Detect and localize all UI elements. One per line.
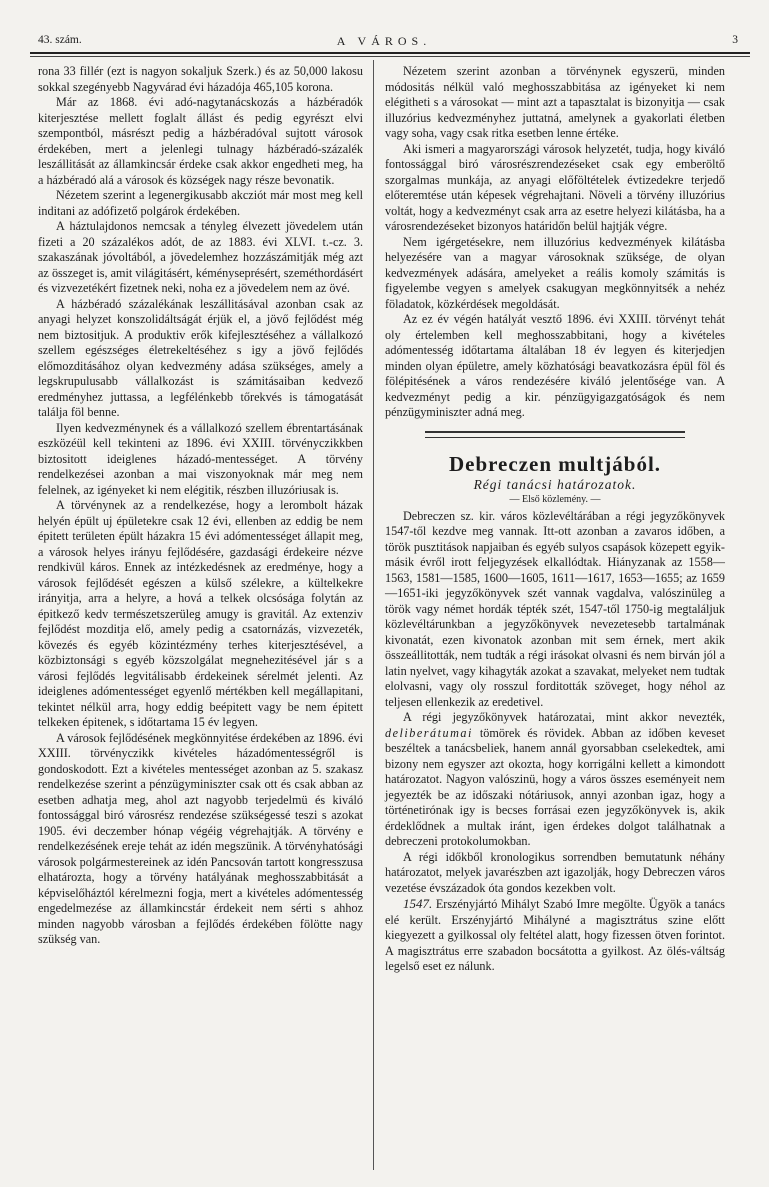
paragraph: Nézetem szerint azonban a törvénynek egyszerü, minden módositás nélkül való meghosszabbitása az igényeket ki nem elégitheti s a városokat — mint azt a tapasztalat is bizonyitja — csak illuzórius kedvezményhez juttatná, amelynek a gyakorlati életben vagy soha, vagy csak ritka esetben lenne értéke. (385, 64, 725, 140)
paragraph: Ilyen kedvezménynek és a vállalkozó szellem ébrentartásának eszközéül kell tekinteni az 1896. évi XXIII. törvényczikkben biztositott ideiglenes házadó-mentességet. A törvény rendelkezései azonban a mai viszonyoknak már meg nem felelnek, az igényeket ki nem elégitik, részben illuzóriusak is. (38, 420, 363, 497)
section-rule-thin (425, 437, 685, 438)
emphasized-term: deliberátumai (385, 725, 473, 740)
text-run: tömörek és rövidek. Abban az időben keveset beszéltek a tanácsbeliek, hanem annál gyorsabban cselekedtek, ami bizony nem egyszer azt okozta, hogy korrigálni kellett a kimondott határozatot. Nagyon valószinü, hogy a város összes eseményeit nem jegyezték be az időszaki nótáriusok, annyi azonban igaz, hogy a történetirónak igy is becses forrásai ezen jegyzőkönyvek is, akik érdeklődnek a multak iránt, igen érdekes dolgot találhatnak a debreczeni protokolumokban. (385, 725, 726, 848)
issue-number: 43. szám. (38, 34, 82, 46)
paragraph: Nem igérgetésekre, nem illuzórius kedvezmények kilátásba helyezésére van a magyar városoknak szüksége, de olyan kedvezmények adására, amelyeket a reális komoly számitás is figyelembe vegyen s amelyek csakugyan megkönnyitsék a nehéz föladatok, közkérdések megoldását. (385, 234, 725, 311)
paragraph: A régi időkből kronologikus sorrendben bemutatunk néhány határozatot, melyek javarészben azt igazolják, hogy Debreczen város vezetése évszázadok óta gondos kezekben volt. (385, 849, 725, 895)
paragraph: A törvénynek az a rendelkezése, hogy a lerombolt házak helyén épült uj épületekre csak 12 évi, ellenben az eddig be nem épitett területen épült házakra 15 évi adómentességet állapit meg, a városok helyes irányu fejlődésére, gazdasági érdekeire nézve rendkivül káros. Ennek az intézkedésnek az eredménye, hogy a városok fejlődését egészen a külső szélekre, a kültelkekre irányitja, arra a helyre, a hová a telkek olcsósága folytán az épitkező kedv természetszerüleg amugy is gravitál. Az extenziv fejlődést mozditja elő, amely pedig a csatornázás, vizvezeték, kövezés és egyéb közintézmény terhes kiterjesztésével, a közbiztonsági s egyéb közszolgálat megnehezitésével jár s a városi fejlődés legvitálisabb érdekeinek sérelmét jelenti. Az ideiglenes adómentességet egyenlő mértékben kell megállapitani, tekintet nélkül arra, hogy eddig beépitett vagy be nem épitett telkeken épitenek, s időtartama 15 év legyen. (38, 498, 363, 729)
paragraph: Debreczen sz. kir. város közlevéltárában a régi jegyzőkönyvek 1547-től kezdve meg vannak. Itt-ott azonban a zavaros időben, a török pusztitások napjaiban és egyéb sulyos csapások közepett egyik-másik évről irott feljegyzések elkallódtak. Hiányzanak az 1558—1563, 1581—1585, 1600—1605, 1611—1617, 1653—1655; az 1659—1651-iki jegyzőkönyvek szét vannak vagdalva, valószinüleg a török vagy német hordák tépték szét, 1547-től 1750-ig megtaláljuk közlevéltárunkban a jegyzőkönyvek nevezetesebb tartalmának kivonatát, ezen kivonatok azonban mit sem érnek, mert akik összeállitották, nem tudták a régi irásokat olvasni és nem birván jól a latin nyelvet, vagy kihagyták azokat a szavakat, melyeket nem tudtak elolvasni, vagy oly rosszul forditották szöveget, hogy néhol az teljesen ellenkezik az eredetivel. (385, 508, 725, 709)
installment-label: — Első közlemény. — (509, 493, 601, 505)
article-subtitle: Régi tanácsi határozatok. (473, 476, 637, 492)
section-rule (425, 431, 685, 433)
right-column (385, 64, 725, 975)
column-divider (373, 60, 374, 1170)
paragraph (385, 896, 725, 975)
paragraph: Már az 1868. évi adó-nagytanácskozás a házbéradók kiterjesztése mellett foglalt állást és pedig egyrészt elvi szempontból, másrészt pedig a házbéradóval sujtott városok érdekében, mert a jelenlegi tulnagy házbéradó-százalék leszállitását az államkincsár érdeke csak akkor engedheti meg, ha a házbéradó alá a városok és községek nagy része bevonatik. (38, 95, 363, 187)
paragraph: rona 33 fillér (ezt is nagyon sokaljuk Szerk.) és az 50,000 lakosu sokkal szegényebb Nagyvárad évi házadója 465,105 korona. (38, 64, 363, 94)
article-title: Debreczen multjából. (448, 451, 662, 476)
page-number: 3 (732, 34, 738, 46)
paragraph: A háztulajdonos nemcsak a tényleg élvezett jövedelem után fizeti a 20 százalékos adót, de az 1883. évi XLVI. t.-cz. 3. szakaszának jóvoltából, a jövedelemhez hozzászámitják még azt az összeget is, amit világitásért, kéményseprésért, szeméthordásért és vizvezetékért fizetnek neki, noha ez a jövedelem nem az övé. (38, 219, 363, 295)
paragraph (385, 710, 725, 850)
entry-year: 1547. (403, 896, 433, 911)
paragraph: A házbéradó százalékának leszállitásával azonban csak az anyagi helyzet konszolidáltságát érjük el, a jövő fejlődést még nem biztositjuk. A produktiv erők kifejlesztéséhez a vállalkozó szellem egészséges életrekeltéséhez s igy a jövő fejlődés előmozditásához olyan kedvezmény adása szükséges, amely a legskrupulusabb vállalkozást is számitásaiban kedvező eredményhez juttassa, a legfélénkebb tőrekvés is támogatását találja föl benne. (38, 296, 363, 419)
paragraph: Az ez év végén hatályát vesztő 1896. évi XXIII. törvényt tehát oly értelemben kell meghosszabbitani, hogy a kivételes adómentesség időtartama általában 18 év legyen és kiterjedjen minden olyan épületre, amely közhatósági beavatkozásra épül föl és fölépitésének a város rendezésére kiváló jelentősége van. A kedvezményt pedig a kir. pénzügyigazgatóságok és nem pénzügyminiszter adná meg. (385, 312, 725, 419)
page-header (30, 34, 738, 50)
header-rule-thin (30, 56, 750, 57)
text-run: Erszényjártó Mihályt Szabó Imre megölte. Ügyök a tanács elé került. Erszényjártó Mihályné a magisztrátus szine előtt kiegyezett a gyilkossal oly feltétel alatt, hogy fizessen ötven forintot. A magisztrátus erre szabadon bocsátotta a gyilkost. Az ölés-váltság legelső eset ez nálunk. (385, 897, 726, 973)
header-rule (30, 52, 750, 54)
publication-title: A VÁROS. (336, 34, 432, 48)
paragraph: A városok fejlődésének megkönnyitése érdekében az 1896. évi XXIII. törvényczikk kivételes házadómentességről is gondoskodott. Ezt a kivételes mentességet azonban az 5. szakasz rendelkezése szerint a pénzügyminiszter csak ott és csak abban az esetben adhatja meg, ahol azt nagyobb terjedelmü és kiváló fontossággal biró városrész rendezése szükségessé teszi s azokat 1905. évi deczember hónap végéig végrehajtják. A törvény e rendelkezésének ereje tehát az idén megszünik. A törvényhatósági városok polgármestereinek az idén Pancsován tartott kongresszusa elhatározta, hogy a törvény hatályának meghosszabbitását a képviselőháztól kérelmezni fogja, mert a kivételes adómentesség engedelmezése az államkincstár érdekeit nem sérti s ahhoz minden nagyobb városban a fejlődés érdekében fölötte nagy szükség van. (38, 730, 363, 946)
left-column (38, 64, 363, 948)
paragraph: Nézetem szerint a legenergikusabb akcziót már most meg kell inditani az adófizető polgárok érdekében. (38, 188, 363, 218)
paragraph: Aki ismeri a magyarországi városok helyzetét, tudja, hogy kiváló fontossággal biró városrészrendezéseket csak egy emberöltő szorgalmas munkája, az anyagi előföltételek évtizedekre terjedő előteremtése után képesek végrehajtani. Növeli a törvény illuzórius voltát, hogy a kedvezményt csak arra az esetre helyezi kilátásba, ha a városrendezéseket bizonyos határidőn belül hajtják végre. (385, 141, 725, 233)
text-run: A régi jegyzőkönyvek határozatai, mint akkor nevezték, (403, 710, 725, 724)
